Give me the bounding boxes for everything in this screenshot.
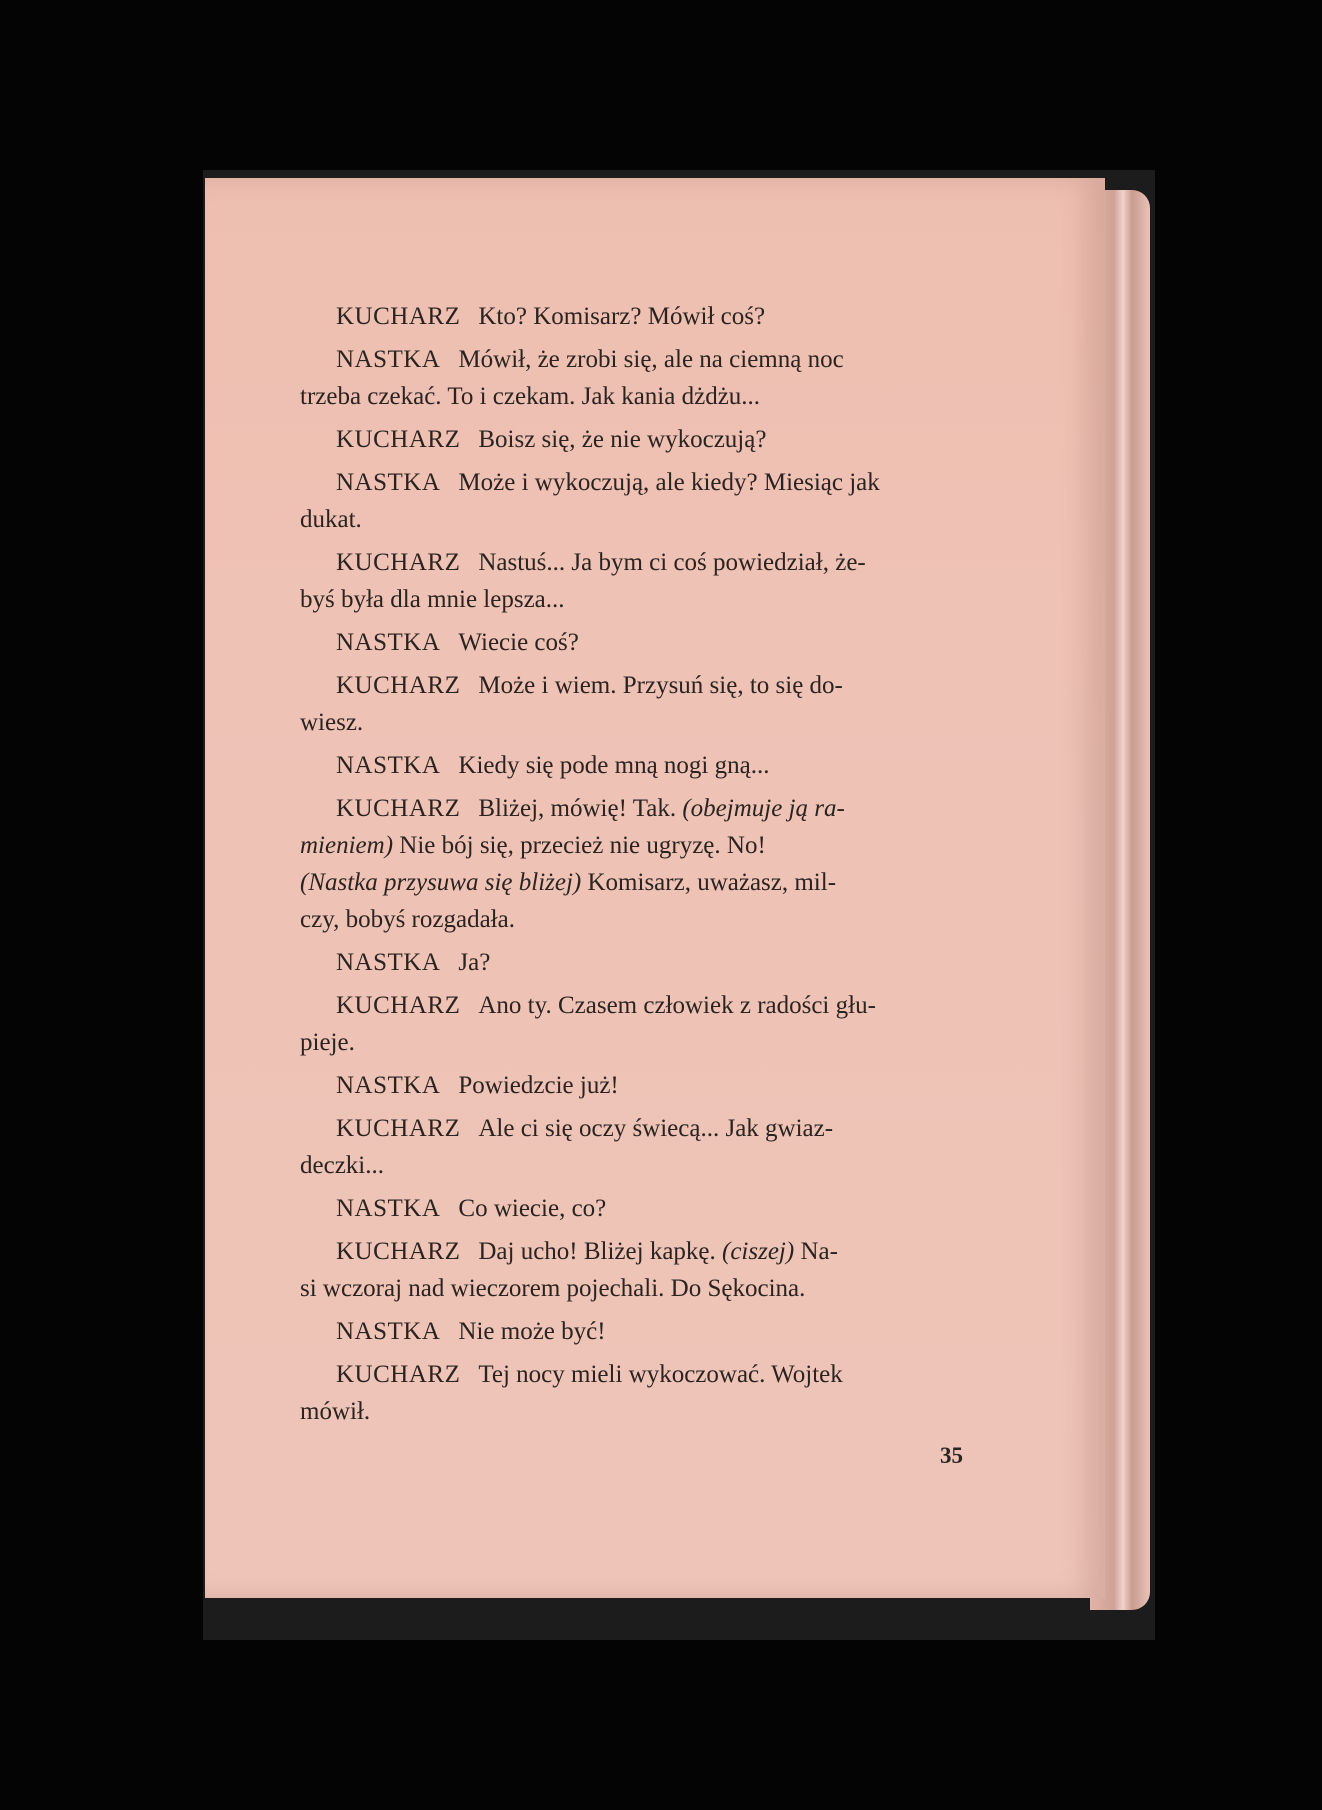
stage-direction: mieniem) bbox=[300, 832, 394, 859]
speaker-name: KUCHARZ bbox=[336, 1115, 461, 1142]
spoken-text: Nastuś... Ja bym ci coś powiedział, że- bbox=[478, 549, 866, 576]
spoken-text: Mówił, że zrobi się, ale na ciemną noc bbox=[458, 346, 844, 373]
speaker-name: NASTKA bbox=[336, 1318, 441, 1345]
text-line bbox=[300, 1233, 990, 1270]
text-line bbox=[300, 944, 990, 981]
spoken-text: Nie bój się, przecież nie ugryzę. No! bbox=[393, 832, 766, 859]
text-line bbox=[300, 1024, 990, 1061]
text-line bbox=[300, 421, 990, 458]
text-line bbox=[300, 1313, 990, 1350]
text-line bbox=[300, 501, 990, 538]
spoken-text: Bliżej, mówię! Tak. bbox=[478, 795, 683, 822]
book-page bbox=[205, 178, 1105, 1598]
text-line bbox=[300, 864, 990, 901]
text-line bbox=[300, 827, 990, 864]
speaker-name: KUCHARZ bbox=[336, 549, 461, 576]
text-line bbox=[300, 1067, 990, 1104]
text-line bbox=[300, 464, 990, 501]
spoken-text: Na- bbox=[794, 1238, 838, 1265]
text-line bbox=[300, 544, 990, 581]
spoken-text: czy, bobyś rozgadała. bbox=[300, 906, 515, 933]
spoken-text: Może i wykoczują, ale kiedy? Miesiąc jak bbox=[458, 469, 880, 496]
speaker-name: KUCHARZ bbox=[336, 426, 461, 453]
speaker-name: KUCHARZ bbox=[336, 992, 461, 1019]
spoken-text: Boisz się, że nie wykoczują? bbox=[478, 426, 767, 453]
text-line bbox=[300, 987, 990, 1024]
speaker-name: KUCHARZ bbox=[336, 303, 461, 330]
text-line bbox=[300, 1356, 990, 1393]
text-line bbox=[300, 667, 990, 704]
speaker-name: KUCHARZ bbox=[336, 795, 461, 822]
spoken-text: Wiecie coś? bbox=[458, 629, 579, 656]
spoken-text: Ale ci się oczy świecą... Jak gwiaz- bbox=[478, 1115, 834, 1142]
speaker-name: NASTKA bbox=[336, 752, 441, 779]
speaker-name: NASTKA bbox=[336, 1195, 441, 1222]
stage-direction: (obejmuje ją ra- bbox=[682, 795, 845, 822]
speaker-name: NASTKA bbox=[336, 469, 441, 496]
text-line bbox=[300, 901, 990, 938]
page-number: 35 bbox=[940, 1443, 963, 1468]
spoken-text: Nie może być! bbox=[458, 1318, 606, 1345]
text-line bbox=[300, 341, 990, 378]
spoken-text: wiesz. bbox=[300, 709, 364, 736]
spoken-text: byś była dla mnie lepsza... bbox=[300, 586, 565, 613]
speaker-name: NASTKA bbox=[336, 629, 441, 656]
spoken-text: Co wiecie, co? bbox=[458, 1195, 607, 1222]
stage-direction: (Nastka przysuwa się bliżej) bbox=[300, 869, 582, 896]
text-line bbox=[300, 1147, 990, 1184]
speaker-name: KUCHARZ bbox=[336, 672, 461, 699]
text-line bbox=[300, 1393, 990, 1430]
spoken-text: Tej nocy mieli wykoczować. Wojtek bbox=[478, 1361, 843, 1388]
spoken-text: Ano ty. Czasem człowiek z radości głu- bbox=[478, 992, 876, 1019]
speaker-name: NASTKA bbox=[336, 346, 441, 373]
text-line bbox=[300, 581, 990, 618]
text-line bbox=[300, 790, 990, 827]
text-line bbox=[300, 1190, 990, 1227]
speaker-name: NASTKA bbox=[336, 1072, 441, 1099]
spoken-text: deczki... bbox=[300, 1152, 384, 1179]
spoken-text: mówił. bbox=[300, 1398, 371, 1425]
stage-direction: (ciszej) bbox=[722, 1238, 795, 1265]
spoken-text: Kto? Komisarz? Mówił coś? bbox=[478, 303, 766, 330]
spoken-text: Kiedy się pode mną nogi gną... bbox=[458, 752, 770, 779]
spoken-text: dukat. bbox=[300, 506, 362, 533]
speaker-name: KUCHARZ bbox=[336, 1361, 461, 1388]
text-line bbox=[300, 298, 990, 335]
text-line bbox=[300, 1110, 990, 1147]
text-line bbox=[300, 378, 990, 415]
text-line bbox=[300, 1270, 990, 1307]
dialogue-text bbox=[300, 298, 990, 1430]
spoken-text: Komisarz, uważasz, mil- bbox=[581, 869, 837, 896]
text-line bbox=[300, 704, 990, 741]
spoken-text: Ja? bbox=[458, 949, 491, 976]
text-line bbox=[300, 624, 990, 661]
text-line bbox=[300, 747, 990, 784]
spoken-text: Może i wiem. Przysuń się, to się do- bbox=[478, 672, 843, 699]
spoken-text: si wczoraj nad wieczorem pojechali. Do Sękocina. bbox=[300, 1275, 806, 1302]
spoken-text: pieje. bbox=[300, 1029, 355, 1056]
spoken-text: Daj ucho! Bliżej kapkę. bbox=[478, 1238, 723, 1265]
spoken-text: trzeba czekać. To i czekam. Jak kania dżdżu... bbox=[300, 383, 761, 410]
spoken-text: Powiedzcie już! bbox=[458, 1072, 619, 1099]
speaker-name: KUCHARZ bbox=[336, 1238, 461, 1265]
speaker-name: NASTKA bbox=[336, 949, 441, 976]
